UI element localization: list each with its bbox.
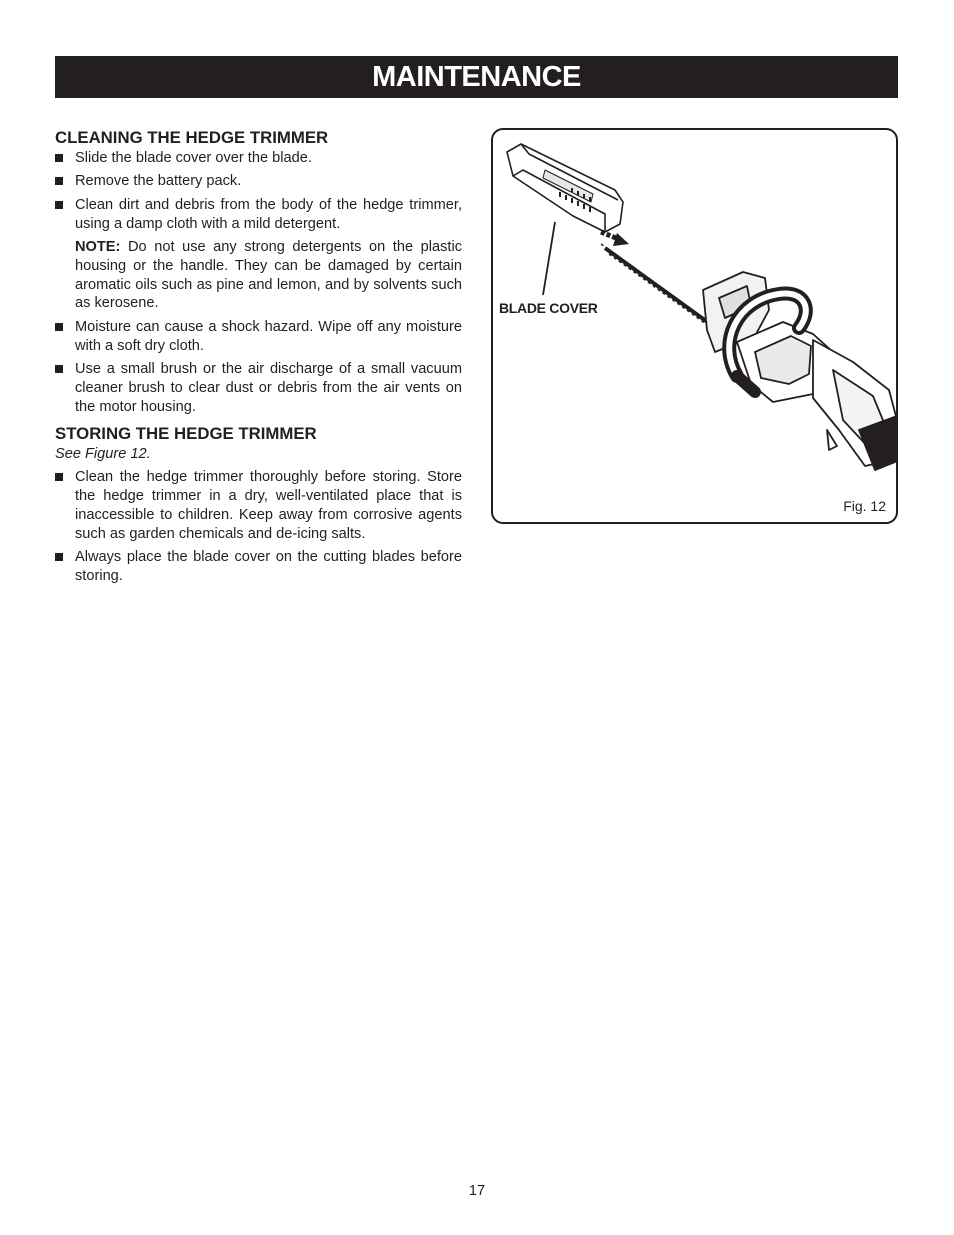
note-paragraph [55,238,462,313]
blade-cover-illustration [507,144,623,232]
storing-list [55,468,462,585]
storing-title: STORING THE HEDGE TRIMMER [55,424,317,444]
list-item: Use a small brush or the air discharge of a small vacuum cleaner brush to clear dust or debris from the air vents on the motor housing. [55,360,462,416]
cleaning-title: CLEANING THE HEDGE TRIMMER [55,128,329,147]
list-item: Clean dirt and debris from the body of the hedge trimmer, using a damp cloth with a mild detergent. [55,196,462,234]
list-item: Slide the blade cover over the blade. [55,149,462,168]
list-item: Always place the blade cover on the cutting blades before storing. [55,548,462,586]
see-figure-ref: See Figure 12. [55,446,151,463]
text-column [55,128,462,590]
blade-cover-label: BLADE COVER [499,300,598,316]
hedge-trimmer-illustration [493,130,898,524]
page-number: 17 [468,1183,486,1199]
cleaning-list-continued [55,318,462,417]
cleaning-list [55,149,462,233]
note-label: NOTE: [75,238,121,255]
list-item: Remove the battery pack. [55,172,462,191]
note-text: Do not use any strong detergents on the plastic housing or the handle. They can be damaged by certain aromatic oils such as pine and lemon, and by solvents such as kerosene. [75,238,462,312]
list-item: Clean the hedge trimmer thoroughly before storing. Store the hedge trimmer in a dry, well-ventilated place that is inaccessible to children. Keep away from corrosive agents such as garden chemicals and de-icing salts. [55,468,462,543]
section-header: MAINTENANCE [55,56,898,98]
figure-caption: Fig. 12 [843,498,886,514]
direction-arrow-icon [601,232,629,246]
figure-12 [491,128,898,524]
list-item: Moisture can cause a shock hazard. Wipe off any moisture with a soft dry cloth. [55,318,462,356]
callout-line [543,222,555,295]
blade-illustration [601,244,717,332]
